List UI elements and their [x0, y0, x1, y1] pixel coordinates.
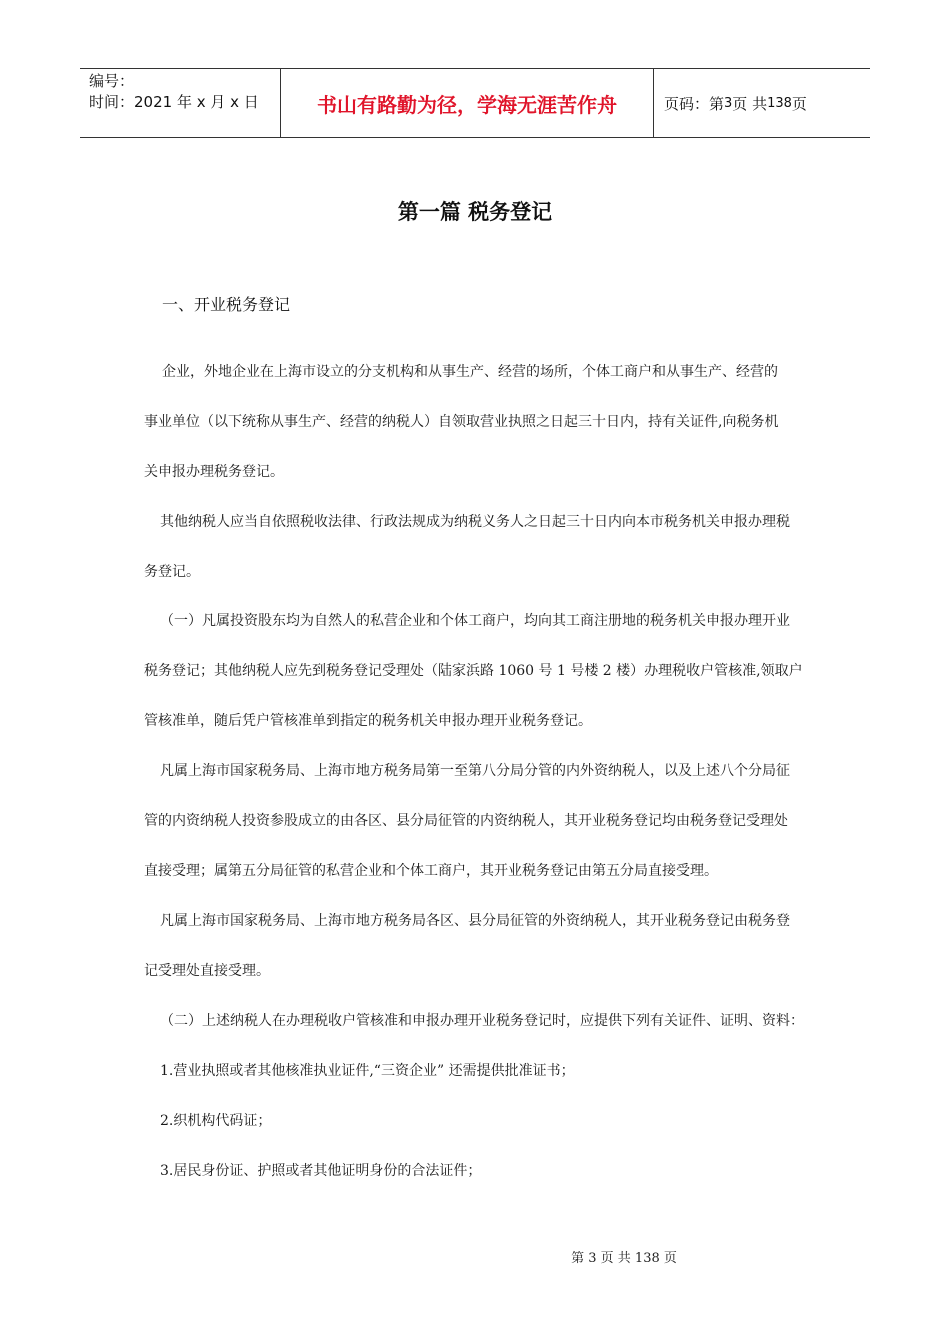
page-total-number: 138 — [767, 95, 792, 111]
page-label-prefix: 页码：第 — [664, 94, 725, 113]
header-meta — [80, 69, 281, 137]
body-line: 凡属上海市国家税务局、上海市地方税务局各区、县分局征管的外资纳税人，其开业税务登记由税务登 — [160, 913, 790, 929]
body-line: （二）上述纳税人在办理税收户管核准和申报办理开业税务登记时，应提供下列有关证件、证明、资料： — [160, 1013, 804, 1029]
body-line: 税务登记；其他纳税人应先到税务登记受理处（陆家浜路 1060 号 1 号楼 2 楼）办理税收户管核准,领取户 — [144, 663, 803, 679]
body-line: 管核准单，随后凭户管核准单到指定的税务机关申报办理开业税务登记。 — [144, 713, 592, 729]
page-header — [80, 68, 870, 138]
section-heading: 一、开业税务登记 — [162, 295, 291, 314]
page-label-middle: 页 共 — [732, 94, 768, 113]
list-item: 2.织机构代码证； — [160, 1113, 272, 1129]
list-item: 3.居民身份证、护照或者其他证明身份的合法证件； — [160, 1163, 482, 1179]
header-motto: 书山有路勤为径，学海无涯苦作舟 — [281, 69, 654, 137]
page-current-number: 3 — [724, 95, 733, 111]
body-line: 管的内资纳税人投资参股成立的由各区、县分局征管的内资纳税人，其开业税务登记均由税务登记受理处 — [144, 813, 788, 829]
document-time-label: 时间：2021 年 x 月 x 日 — [89, 93, 259, 111]
body-line: 企业，外地企业在上海市设立的分支机构和从事生产、经营的场所，个体工商户和从事生产、经营的 — [162, 364, 778, 380]
header-page-info — [654, 69, 870, 137]
body-line: 务登记。 — [144, 564, 200, 580]
document-title: 第一篇 税务登记 — [397, 200, 553, 224]
body-line: 关申报办理税务登记。 — [144, 464, 284, 480]
page-label-suffix: 页 — [791, 94, 807, 113]
body-line: 其他纳税人应当自依照税收法律、行政法规成为纳税义务人之日起三十日内向本市税务机关申报办理税 — [160, 514, 790, 530]
page-footer: 第 3 页 共 138 页 — [571, 1251, 677, 1266]
list-item: 1.营业执照或者其他核准执业证件,“三资企业” 还需提供批准证书； — [160, 1063, 575, 1079]
document-number-label: 编号： — [89, 72, 135, 90]
body-line: （一）凡属投资股东均为自然人的私营企业和个体工商户，均向其工商注册地的税务机关申报办理开业 — [160, 613, 790, 629]
body-line: 凡属上海市国家税务局、上海市地方税务局第一至第八分局分管的内外资纳税人，以及上述八个分局征 — [160, 763, 790, 779]
body-line: 记受理处直接受理。 — [144, 963, 270, 979]
body-line: 直接受理；属第五分局征管的私营企业和个体工商户，其开业税务登记由第五分局直接受理。 — [144, 863, 718, 879]
body-line: 事业单位（以下统称从事生产、经营的纳税人）自领取营业执照之日起三十日内，持有关证件,向税务机 — [144, 414, 779, 430]
